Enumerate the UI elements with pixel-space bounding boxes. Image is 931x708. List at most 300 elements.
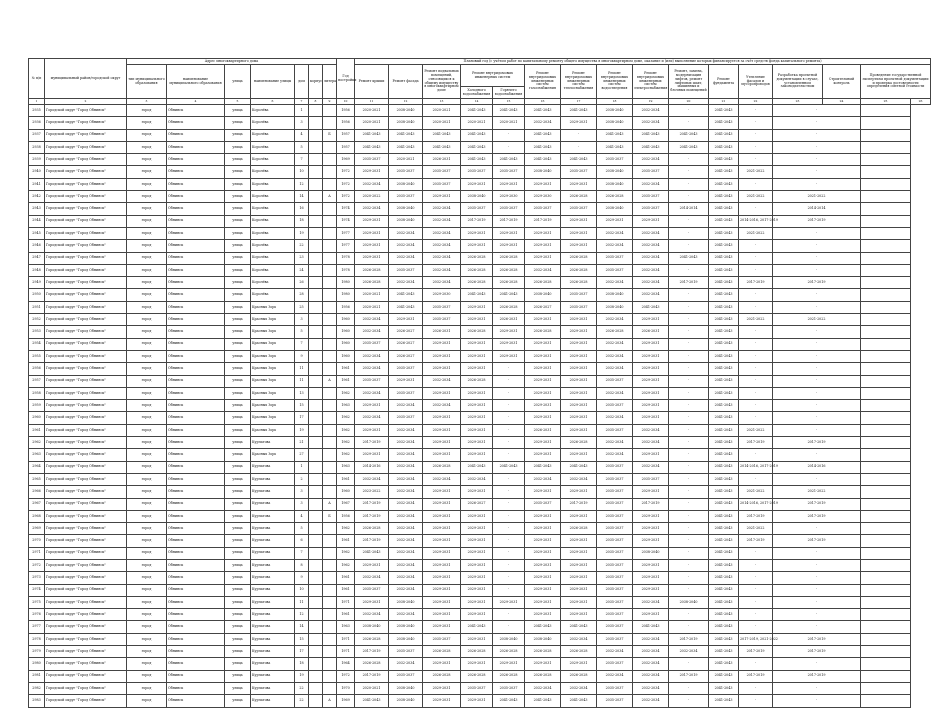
table-cell: - [669,178,709,190]
table-cell: 2029-2031 [423,387,461,399]
table-cell: Королёва [251,141,295,153]
table-cell: - [493,363,525,375]
table-cell: 2944 [29,215,45,227]
column-index-cell: 8 [309,99,323,105]
table-row [29,301,931,313]
table-cell: 2041-2043 [525,461,561,473]
table-cell: - [493,621,525,633]
table-cell: 2041-2043 [355,547,389,559]
table-cell: 18 [295,215,309,227]
table-cell: 2982 [29,682,45,694]
table-cell: 2967 [29,498,45,510]
table-cell: 2041-2043 [709,141,739,153]
table-cell: 2041-2043 [493,695,525,707]
table-cell [323,437,337,449]
column-index-cell: 13 [423,99,461,105]
table-cell: 2041-2043 [709,227,739,239]
table-cell: Обнинск [167,670,225,682]
table-row [29,695,931,707]
table-cell: 2029-2031 [461,178,493,190]
table-cell [861,191,911,203]
table-cell: 2021-2022 [739,191,773,203]
table-cell: город [127,523,167,535]
table-cell: Городской округ "Город Обнинск" [45,264,127,276]
table-row [29,191,931,203]
table-cell: 2026-2031 [423,326,461,338]
table-cell: 12 [295,178,309,190]
table-cell [309,535,323,547]
table-cell: - [773,117,861,129]
table-cell: улица [225,523,251,535]
table-cell: 2032-2034 [355,473,389,485]
table-cell: 2029-2031 [561,486,597,498]
table-cell: 2029-2031 [355,215,389,227]
table-cell: - [669,473,709,485]
table-cell: 2032-2034 [389,486,423,498]
table-cell: - [669,658,709,670]
table-cell: 3 [295,314,309,326]
table-cell: 2021-2022 [773,314,861,326]
table-cell [861,178,911,190]
table-cell: улица [225,621,251,633]
table-cell: 2032-2034 [633,695,669,707]
table-cell: город [127,338,167,350]
table-row [29,510,931,522]
table-cell: - [739,412,773,424]
table-cell: 2032-2034 [633,264,669,276]
table-cell: - [739,326,773,338]
table-cell [309,166,323,178]
table-row [29,572,931,584]
table-cell: 2965 [29,473,45,485]
header-facade: Ремонт фасада [389,65,423,99]
table-cell: 2029-2031 [461,363,493,375]
table-cell: - [773,424,861,436]
table-cell: 2029-2031 [461,523,493,535]
table-cell: 2946 [29,240,45,252]
table-cell: 2032-2034 [423,227,461,239]
table-cell: 2032-2034 [525,473,561,485]
table-cell: - [669,387,709,399]
table-cell: 2029-2031 [525,449,561,461]
table-cell: 2038-2040 [597,166,633,178]
table-cell: город [127,437,167,449]
table-cell: 2017-2019 [739,277,773,289]
table-cell: 2035-2037 [461,203,493,215]
table-cell: 2026-2028 [525,277,561,289]
table-cell: город [127,449,167,461]
table-row [29,141,931,153]
table-cell: Обнинск [167,547,225,559]
table-cell: 2029-2031 [561,658,597,670]
table-cell: 2041-2043 [669,141,709,153]
table-cell: 2041-2043 [709,301,739,313]
table-row [29,523,931,535]
table-cell: - [669,695,709,707]
table-cell [323,633,337,645]
table-cell [309,105,323,117]
table-row [29,412,931,424]
table-cell [861,510,911,522]
table-cell: 2041-2043 [709,424,739,436]
table-cell: Обнинск [167,314,225,326]
table-cell: 2041-2043 [389,301,423,313]
table-cell: Обнинск [167,277,225,289]
table-cell: 2038-2040 [389,117,423,129]
table-cell: 2021-2022 [739,523,773,535]
table-cell: 2035-2037 [389,387,423,399]
table-cell: 2041-2043 [709,129,739,141]
table-cell: Городской округ "Город Обнинск" [45,326,127,338]
table-cell: 2017-2019 [633,498,669,510]
header-korpus: корпус [309,65,323,99]
table-cell: 2032-2034 [423,264,461,276]
table-cell: 2038-2040 [597,105,633,117]
table-row [29,424,931,436]
table-cell: 2035-2037 [423,633,461,645]
table-cell: 2035-2037 [597,375,633,387]
table-cell: 2029-2031 [423,609,461,621]
table-cell: Обнинск [167,523,225,535]
table-cell: - [773,387,861,399]
table-cell: 2032-2034 [597,387,633,399]
header-num: № п/п [29,59,45,99]
table-cell: - [739,658,773,670]
table-row [29,387,931,399]
table-cell: 2014-2016, 2017-2019 [739,461,773,473]
table-cell: 2041-2043 [561,621,597,633]
table-cell: 2017-2019 [669,277,709,289]
table-cell: 2035-2037 [597,510,633,522]
table-cell: Обнинск [167,350,225,362]
table-cell [323,572,337,584]
table-cell: Королёва [251,154,295,166]
table-cell: 2035-2037 [561,203,597,215]
table-cell [323,240,337,252]
table-cell: - [739,387,773,399]
table-cell [861,596,911,608]
table-cell: город [127,264,167,276]
table-cell: улица [225,547,251,559]
table-cell: 2035-2037 [493,166,525,178]
header-engineering: Ремонт внутридомовых инженерных систем [461,65,525,87]
table-cell [309,326,323,338]
table-cell: 2035-2037 [597,596,633,608]
column-index-cell: 9 [323,99,337,105]
table-cell: 2957 [29,375,45,387]
table-cell: 2041-2043 [633,141,669,153]
table-cell: - [669,682,709,694]
table-cell: 2029-2031 [633,449,669,461]
table-cell: 2041-2043 [709,154,739,166]
table-cell: 2029-2031 [461,240,493,252]
table-cell: 1956 [337,510,355,522]
table-cell: - [669,117,709,129]
table-cell: 2029-2031 [423,498,461,510]
table-cell: Красных Зорь [251,400,295,412]
table-cell: 10 [295,166,309,178]
table-cell: 2029-2031 [525,486,561,498]
table-cell [861,424,911,436]
table-cell: 2038-2040 [461,191,493,203]
table-cell: 2029-2031 [355,449,389,461]
table-cell: 2035-2037 [389,264,423,276]
table-cell: 2029-2031 [423,572,461,584]
table-cell: 2029-2031 [561,314,597,326]
table-row [29,289,931,301]
table-cell [861,473,911,485]
table-cell: 1971 [337,646,355,658]
table-cell: 2032-2034 [633,670,669,682]
table-cell: Городской округ "Город Обнинск" [45,338,127,350]
table-cell: 2026-2028 [355,658,389,670]
table-cell: 2026-2028 [493,252,525,264]
table-cell: - [669,486,709,498]
table-cell: - [561,129,597,141]
table-cell: - [773,658,861,670]
table-cell: 2029-2031 [561,572,597,584]
table-cell: 2974 [29,584,45,596]
table-cell: 1972 [337,670,355,682]
table-cell: 2032-2034 [633,105,669,117]
table-cell: - [669,326,709,338]
table-cell: 2041-2043 [709,486,739,498]
table-cell: - [773,609,861,621]
table-cell: 2026-2028 [423,670,461,682]
table-cell [861,227,911,239]
table-cell: 1967 [337,498,355,510]
table-cell [861,461,911,473]
table-cell: 2032-2034 [355,412,389,424]
table-cell: 2032-2034 [597,670,633,682]
table-cell: - [739,609,773,621]
table-cell: 2029-2031 [423,559,461,571]
table-cell: 2014-2016, 2017-2019 [739,215,773,227]
table-cell [323,301,337,313]
table-cell: 2035-2037 [597,609,633,621]
table-cell: 2029-2031 [423,449,461,461]
table-cell: 2029-2030 [525,191,561,203]
table-cell: - [669,547,709,559]
table-cell [323,461,337,473]
table-cell [323,277,337,289]
table-cell: 2029-2031 [461,314,493,326]
table-cell [309,363,323,375]
table-cell [309,486,323,498]
table-cell: 2041-2043 [669,252,709,264]
header-engineering-sub1: Холодного водоснабжения [461,87,493,99]
table-cell: - [493,547,525,559]
table-cell: Обнинск [167,695,225,707]
table-cell: Городской округ "Город Обнинск" [45,584,127,596]
table-cell [323,621,337,633]
table-cell [861,547,911,559]
table-cell: - [669,154,709,166]
table-cell [323,646,337,658]
table-cell: Обнинск [167,240,225,252]
table-cell: - [773,400,861,412]
table-cell: 2041-2043 [461,461,493,473]
table-cell: 2026-2028 [561,437,597,449]
table-cell: Обнинск [167,338,225,350]
table-cell: 2970 [29,535,45,547]
table-cell: Обнинск [167,289,225,301]
table-cell: 2029-2031 [461,695,493,707]
table-cell: 2041-2043 [355,129,389,141]
table-cell: - [669,523,709,535]
table-cell [861,523,911,535]
table-cell: Курчатова [251,658,295,670]
table-cell: улица [225,215,251,227]
table-cell: 2029-2031 [561,400,597,412]
table-cell [309,227,323,239]
table-cell: 2943 [29,203,45,215]
table-cell: 1962 [337,412,355,424]
table-cell: 2021-2022 [739,424,773,436]
table-cell [861,609,911,621]
table-cell: 7 [295,154,309,166]
table-cell: - [739,547,773,559]
table-cell: - [493,535,525,547]
table-cell: 2032-2034 [355,326,389,338]
table-cell: 2032-2034 [561,633,597,645]
table-cell [309,670,323,682]
table-cell: 2041-2043 [669,129,709,141]
table-cell: - [739,621,773,633]
column-index-cell: 25 [861,99,911,105]
table-cell: 2032-2034 [633,178,669,190]
table-cell: 2029-2031 [423,695,461,707]
table-cell: 11 [295,363,309,375]
table-cell: улица [225,375,251,387]
table-cell: - [669,363,709,375]
table-cell: 2041-2043 [709,105,739,117]
table-cell: 2041-2043 [709,633,739,645]
table-cell [861,449,911,461]
table-cell: 2029-2031 [423,658,461,670]
table-cell: Обнинск [167,264,225,276]
table-cell [323,338,337,350]
table-cell: - [493,437,525,449]
table-cell: 2038-2040 [597,117,633,129]
table-cell: 2032-2034 [633,227,669,239]
table-cell: 17 [295,646,309,658]
table-cell [309,264,323,276]
table-cell: - [493,473,525,485]
column-index-cell: 7 [295,99,309,105]
table-cell: 2032-2034 [633,154,669,166]
table-cell: улица [225,264,251,276]
table-cell [309,289,323,301]
table-cell: город [127,646,167,658]
table-cell: 2032-2034 [389,437,423,449]
table-cell: 2978 [29,633,45,645]
table-cell: - [773,572,861,584]
table-cell [861,264,911,276]
table-cell: 2029-2031 [525,437,561,449]
table-cell: 2029-2031 [561,510,597,522]
table-cell: 2026-2028 [461,326,493,338]
table-cell: - [773,596,861,608]
table-cell: 1961 [337,363,355,375]
header-street-name: наименование улицы [251,65,295,99]
table-cell: Городской округ "Город Обнинск" [45,695,127,707]
table-cell: улица [225,178,251,190]
table-cell: 2029-2031 [461,510,493,522]
table-cell: 2032-2034 [597,350,633,362]
table-cell: Обнинск [167,621,225,633]
table-cell: Королёва [251,191,295,203]
table-cell: 1961 [337,584,355,596]
table-cell: Городской округ "Город Обнинск" [45,350,127,362]
table-cell: Курчатова [251,670,295,682]
table-cell: 2035-2037 [597,559,633,571]
table-cell: город [127,375,167,387]
table-cell: 2979 [29,646,45,658]
table-cell: Королёва [251,227,295,239]
table-cell: 2035-2037 [461,166,493,178]
table-cell: Курчатова [251,535,295,547]
table-cell: 2026-2028 [461,670,493,682]
table-row [29,240,931,252]
table-cell [309,437,323,449]
table-cell: - [493,424,525,436]
table-cell: улица [225,252,251,264]
table-cell: 2029-2031 [525,240,561,252]
table-cell: Обнинск [167,473,225,485]
table-cell: 2017-2019 [355,498,389,510]
table-cell: - [773,449,861,461]
table-cell: 2032-2034 [389,609,423,621]
table-cell: 2041-2043 [709,117,739,129]
table-cell: 2961 [29,424,45,436]
table-cell: Курчатова [251,461,295,473]
table-cell: 14 [295,621,309,633]
table-cell: Обнинск [167,117,225,129]
table-cell: 2032-2034 [389,572,423,584]
table-cell: Городской округ "Город Обнинск" [45,203,127,215]
table-cell: - [739,240,773,252]
table-cell [861,646,911,658]
table-cell: 2041-2043 [389,289,423,301]
table-cell: 7 [295,338,309,350]
table-cell [861,314,911,326]
table-cell: 1961 [337,572,355,584]
table-cell: 2041-2043 [709,670,739,682]
table-cell [323,350,337,362]
table-cell: 2029-2031 [525,584,561,596]
table-cell: 2032-2034 [597,646,633,658]
column-index-cell: 15 [493,99,525,105]
table-cell: 2041-2043 [525,141,561,153]
table-row [29,350,931,362]
table-row [29,646,931,658]
table-cell [323,559,337,571]
table-row [29,473,931,485]
table-cell: 2981 [29,670,45,682]
table-cell: 2041-2043 [709,375,739,387]
table-cell: 19 [295,424,309,436]
table-cell: 2021-2022 [773,486,861,498]
table-cell: 2020-2021 [355,289,389,301]
table-cell: 2029-2031 [355,227,389,239]
table-cell: 2026-2028 [597,326,633,338]
table-cell [309,141,323,153]
table-cell: Обнинск [167,412,225,424]
table-cell: 2029-2031 [561,596,597,608]
table-cell: 9 [295,572,309,584]
table-cell: Городской округ "Город Обнинск" [45,166,127,178]
